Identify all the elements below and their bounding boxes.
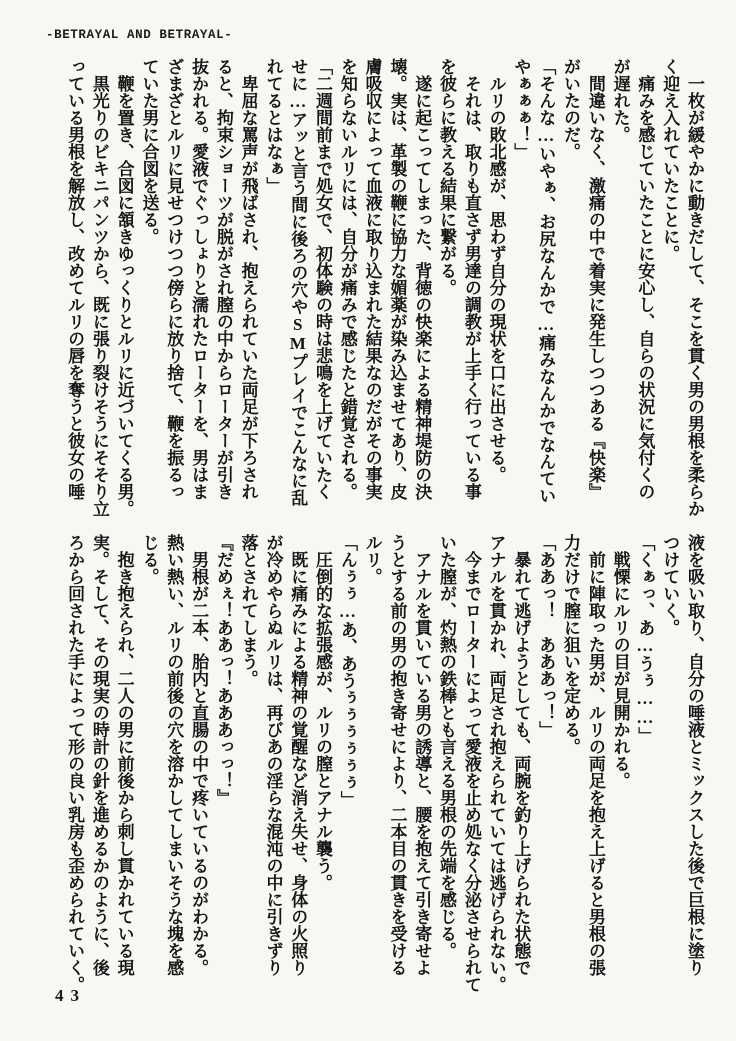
text-column: いた膣が、灼熱の鉄棒とも言える男根の先端を感じる。 — [437, 534, 457, 959]
text-column: 遂に起こってしまった、背徳の快楽による精神堤防の決 — [412, 75, 432, 500]
text-column: 「ああっ！ あああっ！」 — [536, 534, 556, 738]
text-column: 間違いなく、激痛の中で着実に発生しつつある『快楽』 — [585, 75, 605, 500]
text-column: ルリの敗北感が、思わず自分の現状を口に出させる。 — [486, 75, 506, 483]
text-column: うとする前の男の抱き寄せにより、二本目の貫きを受ける — [387, 534, 407, 976]
text-column: がいたのだ。 — [561, 58, 581, 160]
text-column: 「んぅぅ…あ、あうぅぅぅぅぅぅ」 — [337, 534, 357, 808]
text-column: ていた男に合図を送る。 — [139, 58, 159, 245]
text-column: ルリ。 — [362, 534, 382, 585]
text-column: っている男根を解放し、改めてルリの唇を奪うと彼女の唾 — [65, 58, 85, 500]
text-column: せに…アッと言う間に後ろの穴やSMプレイでこんなに乱 — [288, 58, 308, 506]
text-column: 前に陣取った男が、ルリの両足を抱え上げると男根の張 — [585, 551, 605, 976]
text-column: 黒光りのビキニパンツから、既に張り裂けそうにそそり立 — [89, 75, 109, 517]
text-column: それは、取りも直さず男達の調教が上手く行っている事 — [461, 75, 481, 500]
text-column: 実。そして、その現実の時計の針を進めるかのように、後 — [89, 534, 109, 976]
text-column: が冷めやらぬルリは、再びあの淫らな混沌の中に引きずり — [263, 534, 283, 976]
text-column: 今までローターによって愛液を止め処なく分泌させられて — [461, 551, 481, 993]
text-column: 膚吸収によって血液に取り込まれた結果なのだがその事実 — [362, 58, 382, 500]
text-column: 壊。実は、革製の鞭に協力な媚薬が染み込ませてあり、皮 — [387, 58, 407, 500]
text-column: 男根が二本、胎内と直腸の中で疼いているのがわかる。 — [189, 551, 209, 976]
text-column: れてるとはなぁ」 — [263, 58, 283, 194]
text-column: が遅れた。 — [610, 58, 630, 143]
text-column: 熱い熱い、ルリの前後の穴を溶かしてしまいそうな塊を感 — [164, 534, 184, 976]
text-column: 痛みを感じていたことに安心し、自らの状況に気付くの — [635, 75, 655, 500]
text-column: 力だけで膣に狙いを定める。 — [561, 534, 581, 755]
text-column: アナルを貫かれ、両足され抱えられていては逃げられない。 — [486, 534, 506, 993]
text-column: アナルを貫いている男の誘導と、腰を抱えて引き寄せよ — [412, 551, 432, 976]
text-column: ろから回された手によって形の良い乳房も歪められていく。 — [65, 534, 85, 993]
text-column: 抜かれる。愛液でぐっしょりと濡れたローターを、男はま — [189, 58, 209, 500]
text-column: 暴れて逃げようとしても、両腕を釣り上げられた状態で — [511, 551, 531, 976]
text-column: 「くぁっ、あ…うぅ……」 — [635, 534, 655, 744]
text-column: く迎え入れていたことに。 — [660, 58, 680, 262]
text-block-bottom — [60, 534, 706, 996]
text-column: 一枚が緩やかに動きだして、そこを貫く男の男根を柔らか — [685, 75, 704, 517]
text-column: 圧倒的な拡張感が、ルリの膣とアナル襲う。 — [313, 551, 333, 891]
text-column: つけていく。 — [660, 534, 680, 636]
text-column: じる。 — [139, 534, 159, 585]
text-column: 戦慄にルリの目が見開かれる。 — [610, 551, 630, 789]
running-header: -BETRAYAL AND BETRAYAL- — [46, 28, 233, 42]
page-number: 43 — [55, 986, 86, 1005]
text-column: 鞭を置き、合図に頷きゆっくりとルリに近づいてくる男。 — [114, 75, 134, 517]
text-block-top — [60, 58, 706, 524]
text-column: を彼らに教える結果に繋がる。 — [437, 58, 457, 296]
text-column: ると、拘束ショーツが脱がされ膣の中からローターが引き — [213, 58, 233, 500]
text-column: 『だめぇ！ああっ！あああっっ！』 — [213, 534, 233, 806]
text-column: 抱き抱えられ、二人の男に前後から刺し貫かれている現 — [114, 551, 134, 976]
text-column: を知らないルリには、自分が痛みで感じたと錯覚される。 — [337, 58, 357, 500]
text-column: やぁぁぁ！」 — [511, 58, 531, 160]
text-column: 卑屈な罵声が飛ばされ、抱えられていた両足が下ろされ — [238, 75, 258, 500]
text-column: 既に痛みによる精神の覚醒など消え失せ、身体の火照り — [288, 551, 308, 976]
text-column: 落とされてしまう。 — [238, 534, 258, 687]
text-column: 液を吸い取り、自分の唾液とミックスした後で巨根に塗り — [685, 534, 704, 976]
text-column: 「そんな…いやぁ、お尻なんかで…痛みなんかでなんてい — [536, 58, 556, 504]
text-column: ざまざとルリに見せつけつつ傍らに放り捨て、鞭を振るっ — [164, 58, 184, 500]
text-column: 「二週間前まで処女で、初体験の時は悲鳴を上げていたく — [313, 58, 333, 500]
